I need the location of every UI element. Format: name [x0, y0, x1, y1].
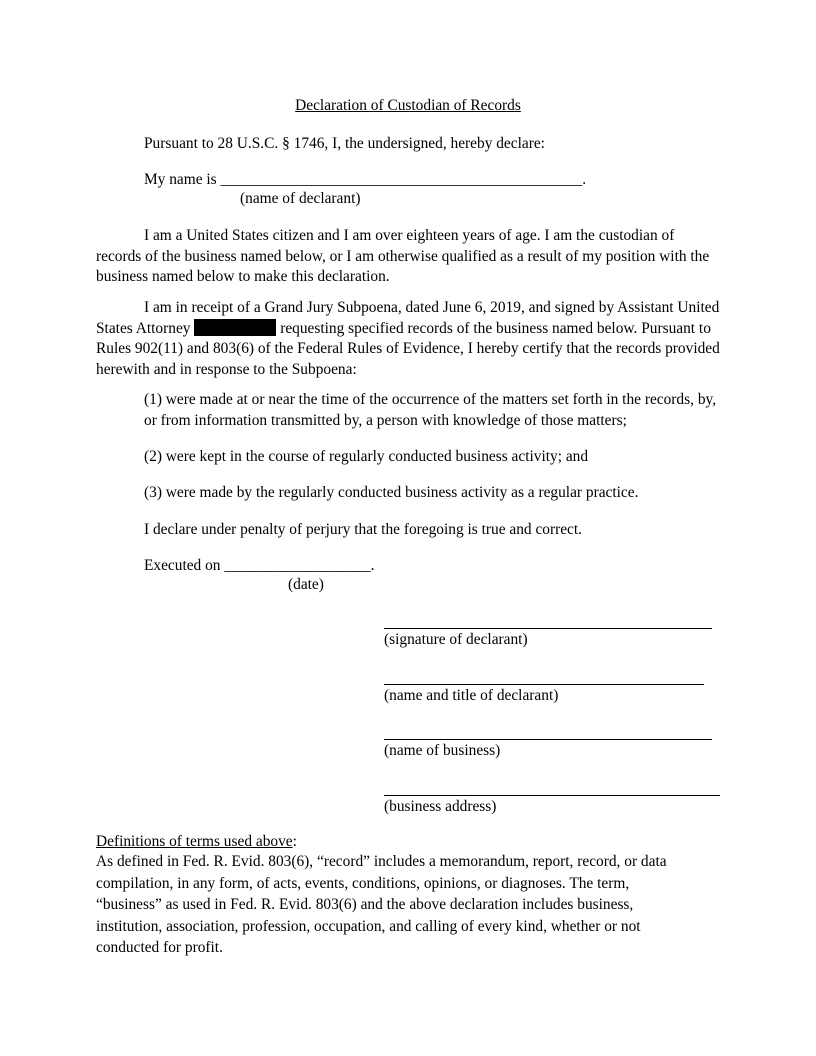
business-name-line	[384, 739, 712, 740]
definitions-heading-text: Definitions of terms used above	[96, 833, 293, 850]
business-name-caption: (name of business)	[384, 742, 501, 759]
paragraph-subpoena	[96, 298, 720, 380]
name-blank: _______________________________________________.	[220, 171, 587, 188]
signature-caption: (signature of declarant)	[384, 631, 528, 648]
name-line	[144, 170, 586, 190]
name-label: My name is	[144, 171, 217, 188]
signature-line	[384, 628, 712, 629]
definitions-heading-colon: :	[292, 833, 297, 850]
executed-label: Executed on	[144, 557, 221, 574]
name-title-caption: (name and title of declarant)	[384, 687, 559, 704]
document-title-text: Declaration of Custodian of Records	[295, 97, 521, 114]
name-caption: (name of declarant)	[240, 190, 361, 207]
paragraph-citizen: I am a United States citizen and I am over eighteen years of age. I am the custodian of records of the business named below, or I am otherwise qualified as a result of my position with the business named below to make this declaration.	[96, 227, 710, 285]
date-caption: (date)	[288, 576, 324, 593]
subpoena-text-after: requesting specified records of the business named below. Pursuant to Rules 902(11) and 803(6) of the Federal Rules of Evidence, I hereby certify that the records provided herewith and in response to the Subpoena:	[96, 319, 720, 378]
business-address-line	[384, 795, 720, 796]
list-item-2: (2) were kept in the course of regularly conducted business activity; and	[144, 448, 589, 465]
preamble: Pursuant to 28 U.S.C. § 1746, I, the undersigned, hereby declare:	[144, 135, 545, 152]
definitions-body: As defined in Fed. R. Evid. 803(6), “record” includes a memorandum, report, record, or data compilation, in any form, of acts, events, conditions, opinions, or diagnoses. The term, “business” as used in Fed. R. Evid. 803(6) and the above declaration includes business, institution, association, profession, occupation, and calling of every kind, whether or not conducted for profit.	[96, 853, 667, 956]
list-item-1: (1) were made at or near the time of the occurrence of the matters set forth in the records, by, or from information transmitted by, a person with knowledge of those matters;	[144, 391, 717, 429]
redaction-box	[194, 319, 276, 336]
list-item-3: (3) were made by the regularly conducted business activity as a regular practice.	[144, 484, 639, 501]
perjury-statement: I declare under penalty of perjury that the foregoing is true and correct.	[144, 521, 583, 538]
subpoena-text-before: I am in receipt of a Grand Jury Subpoena, dated June 6, 2019, and signed by Assistant United States Attorney	[96, 299, 720, 337]
executed-blank: ___________________.	[224, 557, 375, 574]
definitions-heading	[96, 832, 297, 852]
name-title-line	[384, 684, 704, 685]
executed-line	[144, 556, 374, 576]
business-address-caption: (business address)	[384, 798, 497, 815]
document-title	[0, 96, 816, 116]
